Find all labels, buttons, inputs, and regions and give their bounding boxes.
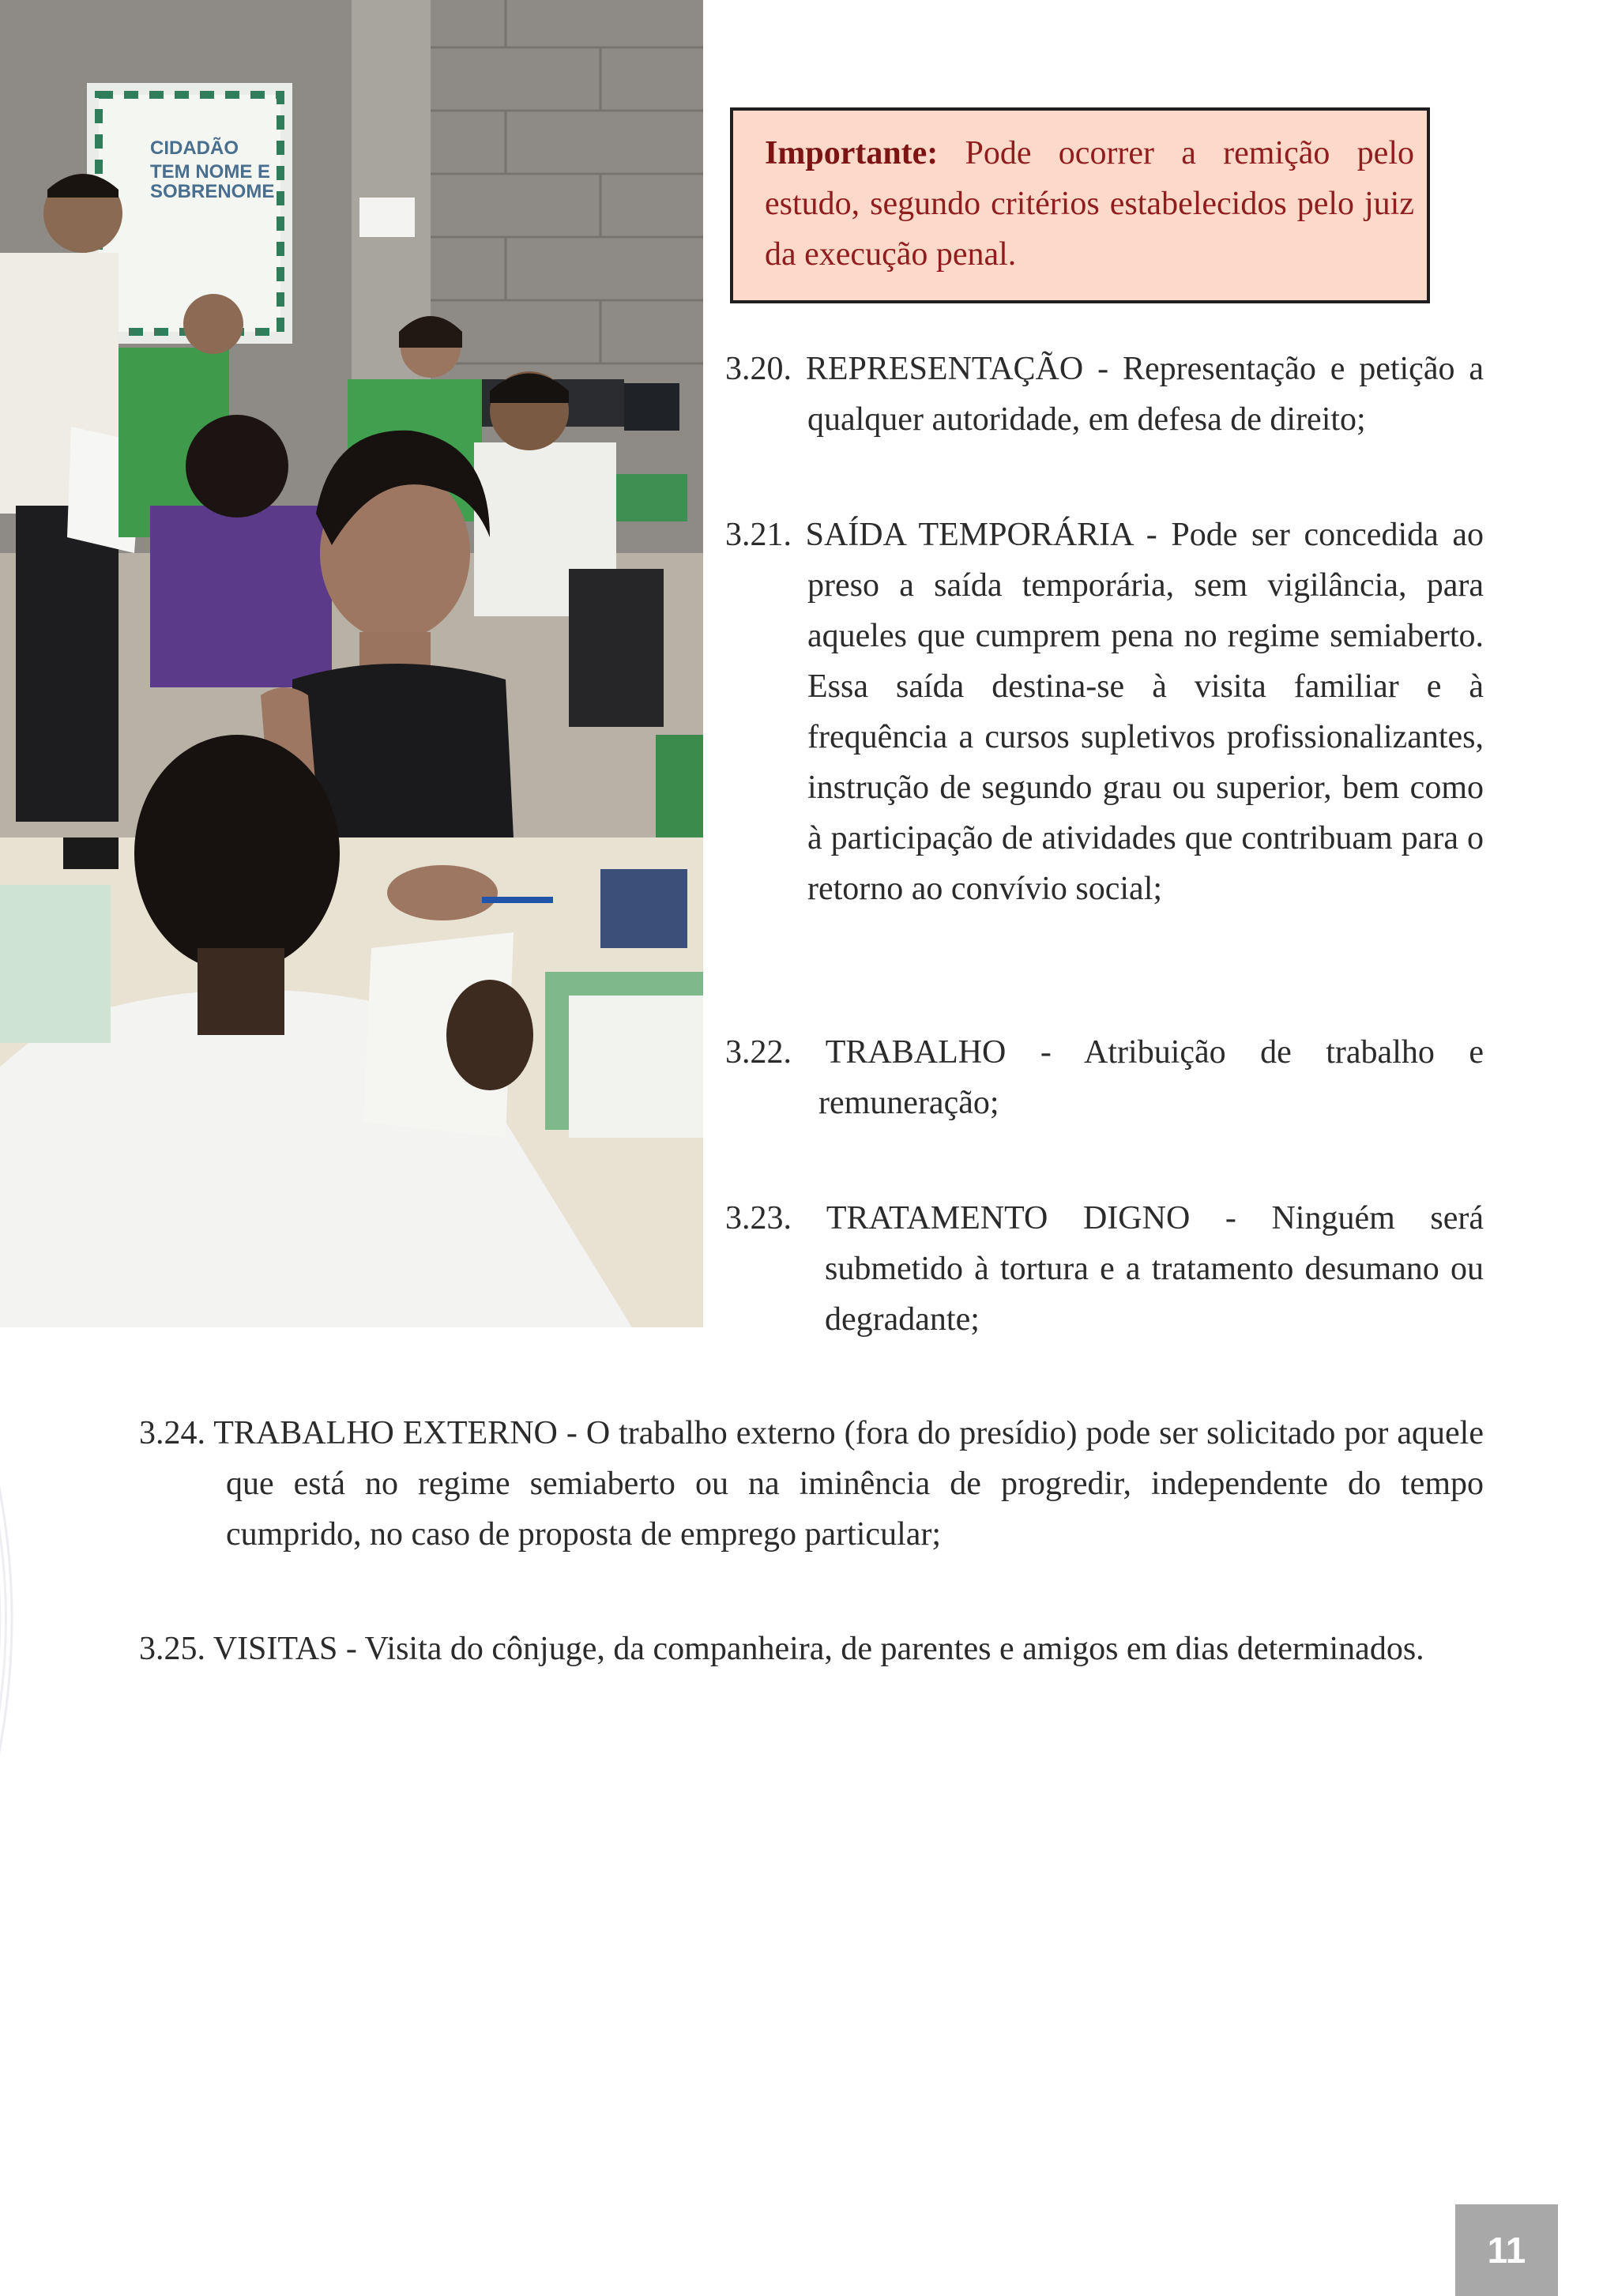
item-text: TRABALHO EXTERNO - O trabalho externo (fora do presídio) pode ser solicitado por aquele que está no regime semiaberto ou na iminência de progredir, independente do tempo cumprido, no caso de proposta de emprego particular; [205, 1415, 1484, 1553]
item-number: 3.24. [139, 1415, 205, 1451]
page-number: 11 [1455, 2204, 1558, 2296]
item-number: 3.21. [725, 517, 792, 553]
list-item [139, 1408, 1484, 1560]
important-text: Pode ocorrer a remição pelo estudo, segundo critérios estabelecidos pelo juiz da execução penal. [765, 135, 1414, 273]
item-number: 3.23. [725, 1200, 792, 1236]
item-text: REPRESENTAÇÃO - Representação e petição a qualquer autoridade, em defesa de direito; [792, 351, 1484, 438]
poster-subtitle-1: TEM NOME E [150, 161, 271, 183]
list-item [725, 510, 1484, 914]
item-text: VISITAS - Visita do cônjuge, da companheira, de parentes e amigos em dias determinados. [205, 1631, 1424, 1667]
decorative-arcs [0, 1343, 63, 1896]
item-text: SAÍDA TEMPORÁRIA - Pode ser concedida ao preso a saída temporária, sem vigilância, para aqueles que cumprem pena no regime semiaberto. Essa saída destina-se à visita familiar e à frequência a cursos supletivos profissionalizantes, instrução de segundo grau ou superior, bem como à participação de atividades que contribuam para o retorno ao convívio social; [792, 517, 1484, 907]
list-item [725, 1193, 1484, 1345]
item-number: 3.20. [725, 351, 792, 387]
document-photo [0, 0, 703, 1327]
item-number: 3.22. [725, 1034, 792, 1071]
item-text: TRABALHO - Atribuição de trabalho e remuneração; [792, 1034, 1484, 1121]
poster-subtitle-2: SOBRENOME [150, 181, 275, 202]
important-label: Importante: [765, 135, 939, 171]
list-item [139, 1624, 1484, 1674]
list-item [725, 1027, 1484, 1128]
important-note-box [730, 107, 1430, 303]
item-text: TRATAMENTO DIGNO - Ninguém será submetido à tortura e a tratamento desumano ou degradante; [792, 1200, 1484, 1338]
list-item [725, 344, 1484, 445]
poster-title: CIDADÃO [150, 137, 239, 159]
item-number: 3.25. [139, 1631, 205, 1667]
